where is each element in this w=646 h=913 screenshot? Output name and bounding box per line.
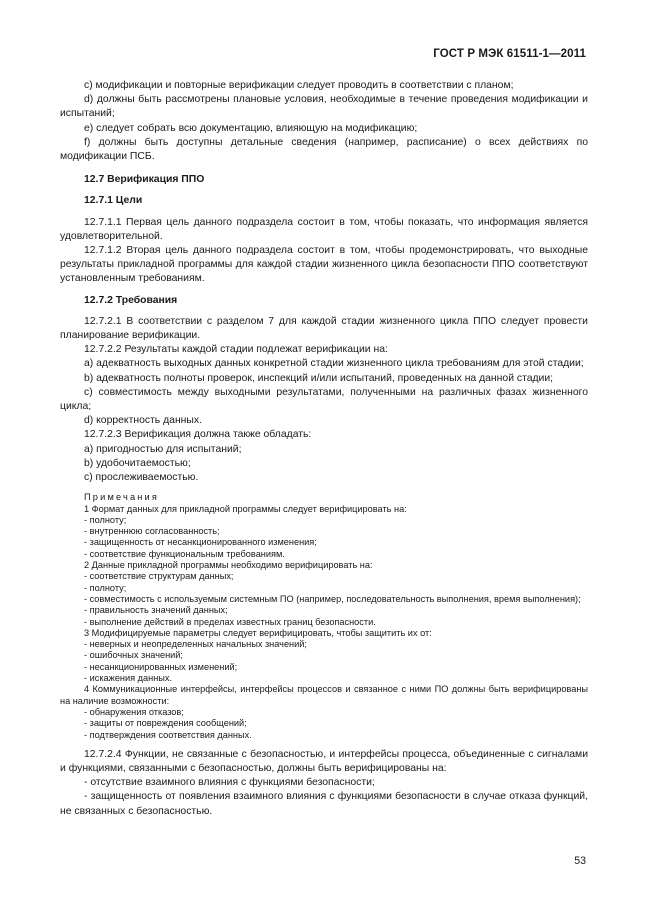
note-line: - защищенность от несанкционированного изменения; <box>84 537 317 548</box>
list-item: c) прослеживаемостью. <box>84 472 199 484</box>
note-line: 4 Коммуникационные интерфейсы, интерфейсы процессов и связанное с ними ПО должны быть верифицированы на наличие возможности: <box>60 684 588 706</box>
list-item: d) корректность данных. <box>84 415 202 427</box>
document-header: ГОСТ Р МЭК 61511-1—2011 <box>433 48 586 60</box>
note-line: - полноту; <box>84 582 127 593</box>
note-line: - обнаружения отказов; <box>84 706 184 717</box>
note-line: - несанкционированных изменений; <box>84 661 238 672</box>
note-line: - полноту; <box>84 514 127 525</box>
section-heading: 12.7 Верификация ППО <box>84 174 205 186</box>
paragraph: 12.7.2.2 Результаты каждой стадии подлежат верификации на: <box>84 344 388 356</box>
note-line: - соответствие структурам данных; <box>84 571 234 582</box>
subsection-heading: 12.7.1 Цели <box>84 195 143 207</box>
paragraph: 12.7.2.4 Функции, не связанные с безопасностью, и интерфейсы процесса, объединенные с сигналами и функциями, связанными с безопасностью, должны быть верифицированы на: <box>60 748 588 775</box>
note-line: - ошибочных значений; <box>84 650 183 661</box>
page-number: 53 <box>574 855 586 867</box>
note-line: - выполнение действий в пределах известных границ безопасности. <box>84 616 376 627</box>
list-item: d) должны быть рассмотрены плановые условия, необходимые в течение проведения модификации и испытаний; <box>60 94 588 120</box>
subsection-heading: 12.7.2 Требования <box>84 294 178 306</box>
note-line: - соответствие функциональным требованиям. <box>84 548 285 559</box>
list-item: a) адекватность выходных данных конкретной стадии жизненного цикла требованиям для этой стадии; <box>84 358 584 370</box>
note-line: 1 Формат данных для прикладной программы следует верифицировать на: <box>84 503 407 514</box>
list-item: - защищенность от появления взаимного влияния с функциями безопасности в случае отказа функций, не связанных с безопасностью. <box>60 791 588 817</box>
note-line: - внутреннюю согласованность; <box>84 526 220 537</box>
note-line: - совместимость с используемым системным ПО (например, последовательность выполнения, время выполнения); <box>84 593 581 604</box>
list-item: b) удобочитаемостью; <box>84 457 191 469</box>
list-item: - отсутствие взаимного влияния с функциями безопасности; <box>84 777 375 789</box>
note-line: - неверных и неопределенных начальных значений; <box>84 639 307 650</box>
list-item: a) пригодностью для испытаний; <box>84 443 242 455</box>
paragraph: 12.7.2.3 Верификация должна также обладать: <box>84 429 312 441</box>
list-item: c) совместимость между выходными результатами, полученными на различных фазах жизненного цикла; <box>60 386 588 413</box>
notes-block <box>60 492 588 741</box>
list-item: b) адекватность полноты проверок, инспекций и/или испытаний, проведенных на данной стадии; <box>84 372 554 384</box>
note-line: - искажения данных. <box>84 673 173 684</box>
note-line: 2 Данные прикладной программы необходимо верифицировать на: <box>84 560 373 571</box>
note-line: 3 Модифицируемые параметры следует верифицировать, чтобы защитить их от: <box>84 627 432 638</box>
notes-heading: Примечания <box>84 492 160 503</box>
note-line: - защиты от повреждения сообщений; <box>84 718 247 729</box>
list-item: f) должны быть доступны детальные сведения (например, расписание) о всех действиях по модификации ПСБ. <box>60 136 588 163</box>
note-line: - правильность значений данных; <box>84 605 228 616</box>
page-body <box>60 79 588 819</box>
list-item: e) следует собрать всю документацию, влияющую на модификацию; <box>84 122 418 134</box>
list-item: c) модификации и повторные верификации следует проводить в соответствии с планом; <box>84 80 514 91</box>
note-line: - подтверждения соответствия данных. <box>84 729 252 740</box>
paragraph: 12.7.2.1 В соответствии с разделом 7 для каждой стадии жизненного цикла ППО следует провести планирование верификации. <box>60 315 588 342</box>
paragraph: 12.7.1.2 Вторая цель данного подраздела состоит в том, чтобы продемонстрировать, что выходные результаты прикладной программы для каждой стадии жизненного цикла безопасности ППО соответствуют установленным требованиям. <box>60 245 588 285</box>
paragraph: 12.7.1.1 Первая цель данного подраздела состоит в том, чтобы показать, что информация является удовлетворительной. <box>60 216 588 242</box>
